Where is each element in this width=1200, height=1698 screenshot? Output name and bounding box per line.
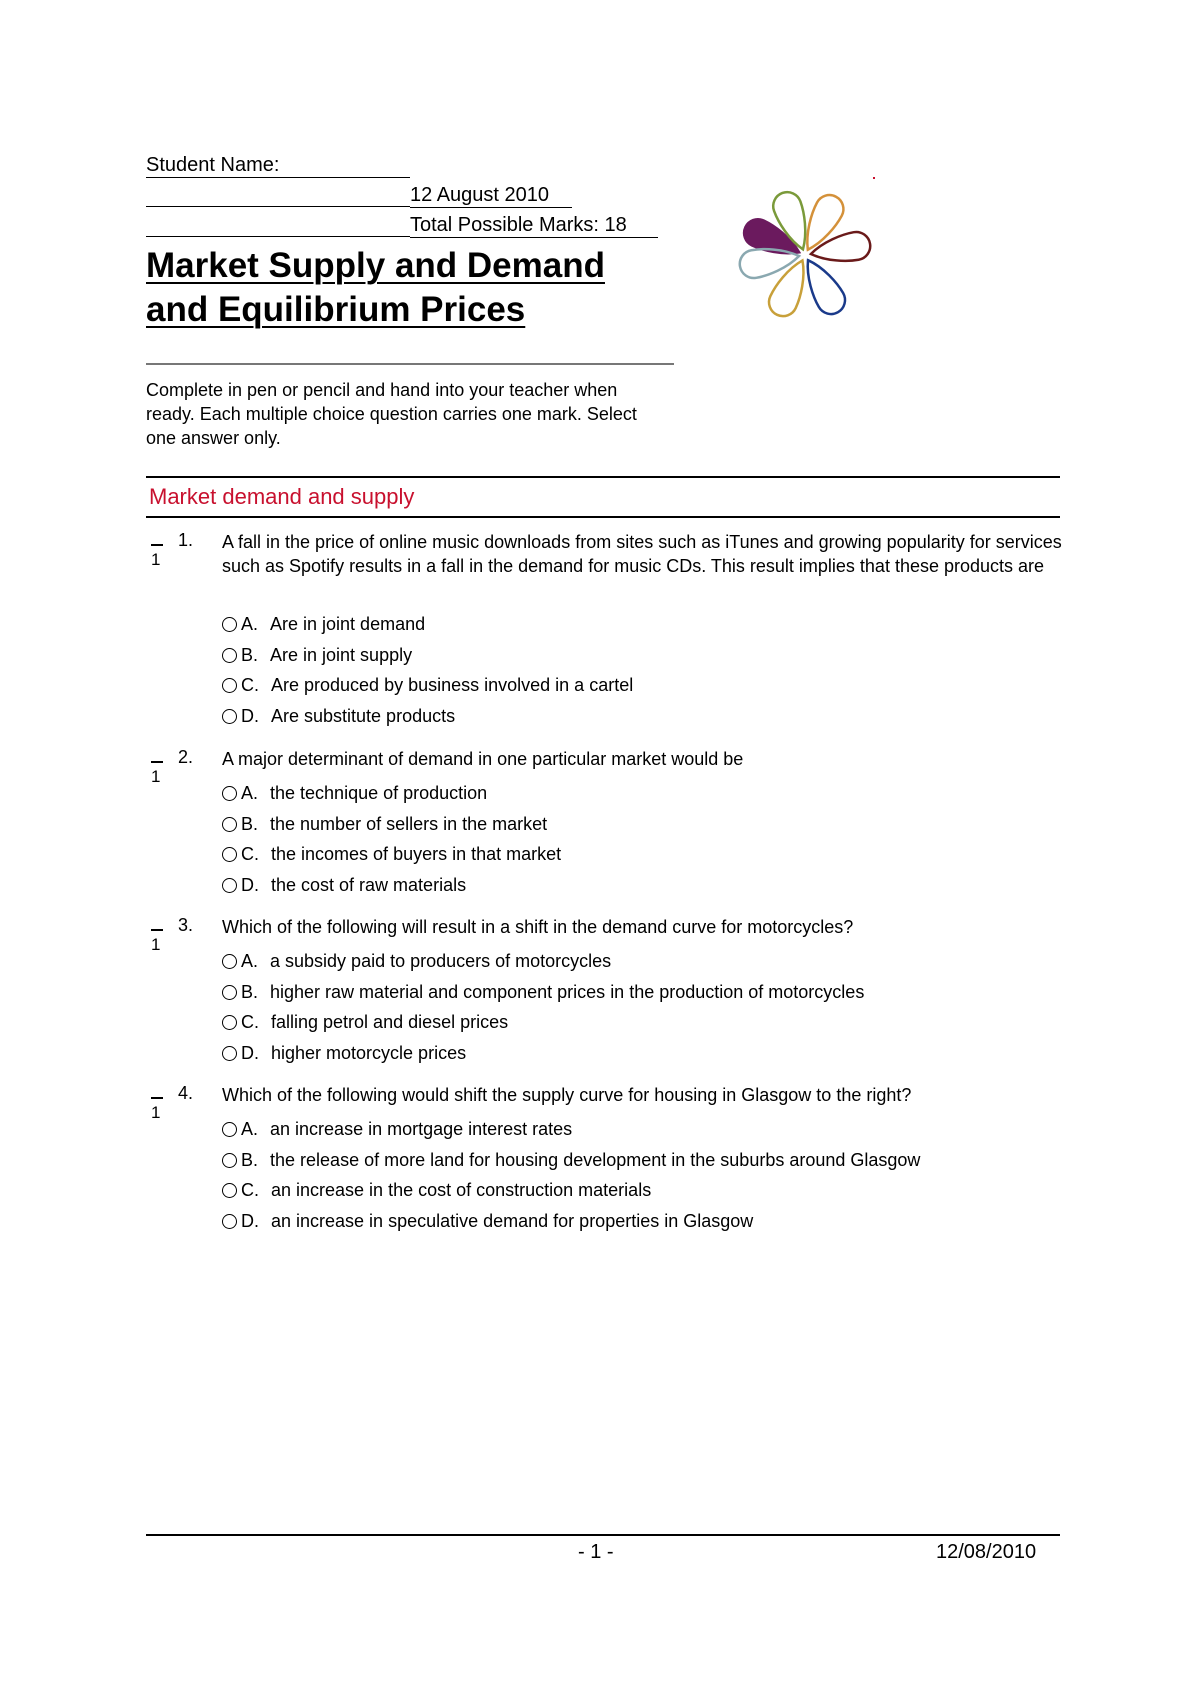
option-text: higher raw material and component prices in the production of motorcycles	[270, 981, 865, 1002]
question-mark-value: 1	[151, 935, 161, 954]
option-letter: D.	[241, 1210, 259, 1231]
petal-purple-icon	[739, 214, 805, 265]
radio-circle-icon[interactable]	[222, 985, 237, 1000]
radio-circle-icon[interactable]	[222, 1122, 237, 1137]
option-letter: A.	[241, 951, 259, 971]
radio-circle-icon[interactable]	[222, 817, 237, 832]
student-name-label: Student Name:	[146, 154, 280, 176]
blank-line-1	[146, 206, 410, 207]
radio-circle-icon[interactable]	[222, 1046, 237, 1061]
logo-dot-icon	[873, 177, 875, 179]
title-divider	[146, 363, 674, 365]
option-letter: A.	[241, 1119, 259, 1139]
question-number: 1.	[178, 530, 194, 550]
option-letter: B.	[241, 813, 259, 834]
radio-circle-icon[interactable]	[222, 648, 237, 663]
total-marks-field	[410, 214, 658, 238]
date-field	[410, 184, 572, 208]
title-line-1: Market Supply and Demand	[146, 246, 605, 285]
question-mark-value: 1	[151, 1103, 161, 1122]
option-text: the number of sellers in the market	[270, 813, 548, 834]
answer-option[interactable]	[222, 1180, 651, 1201]
mark-bar	[151, 1097, 163, 1099]
option-text: an increase in mortgage interest rates	[270, 1119, 573, 1139]
answer-option[interactable]	[222, 875, 466, 896]
radio-circle-icon[interactable]	[222, 1183, 237, 1198]
footer-date: 12/08/2010	[936, 1541, 1037, 1563]
petal-maroon-icon	[808, 230, 872, 268]
petal-flower-logo	[705, 175, 885, 335]
option-letter: A.	[241, 783, 259, 803]
question-text: Which of the following will result in a shift in the demand curve for motorcycles?	[222, 917, 854, 937]
radio-circle-icon[interactable]	[222, 1153, 237, 1168]
student-name-line[interactable]	[146, 154, 410, 178]
option-letter: A.	[241, 614, 259, 634]
page-number: - 1 -	[578, 1541, 614, 1563]
radio-circle-icon[interactable]	[222, 847, 237, 862]
option-letter: B.	[241, 981, 259, 1002]
answer-option[interactable]	[222, 1119, 572, 1140]
radio-circle-icon[interactable]	[222, 1015, 237, 1030]
answer-option[interactable]	[222, 645, 412, 666]
radio-circle-icon[interactable]	[222, 678, 237, 693]
option-letter: C.	[241, 844, 259, 864]
answer-option[interactable]	[222, 1012, 508, 1033]
radio-circle-icon[interactable]	[222, 617, 237, 632]
option-letter: D.	[241, 1042, 259, 1063]
option-text: the technique of production	[270, 783, 488, 803]
date-text: 12 August 2010	[410, 184, 550, 206]
option-letter: C.	[241, 1012, 259, 1032]
blank-line-2	[146, 236, 410, 237]
option-letter: C.	[241, 1180, 259, 1200]
answer-option[interactable]	[222, 1150, 920, 1171]
section-title: Market demand and supply	[149, 484, 415, 509]
footer-rule	[146, 1534, 1060, 1536]
option-text: an increase in speculative demand for properties in Glasgow	[271, 1210, 754, 1231]
question-mark-value: 1	[151, 767, 161, 786]
radio-circle-icon[interactable]	[222, 878, 237, 893]
answer-option[interactable]	[222, 951, 611, 972]
question-number: 4.	[178, 1083, 194, 1103]
option-letter: D.	[241, 874, 259, 895]
answer-option[interactable]	[222, 1211, 753, 1232]
answer-option[interactable]	[222, 706, 455, 727]
option-text: Are in joint supply	[270, 644, 413, 665]
answer-option[interactable]	[222, 844, 561, 865]
option-text: the cost of raw materials	[271, 874, 467, 895]
mark-bar	[151, 761, 163, 763]
option-text: a subsidy paid to producers of motorcycles	[270, 951, 612, 971]
question-text: A major determinant of demand in one particular market would be	[222, 749, 744, 769]
section-rule-bottom	[146, 516, 1060, 518]
option-text: an increase in the cost of construction materials	[271, 1180, 652, 1200]
answer-option[interactable]	[222, 614, 425, 635]
total-marks-text: Total Possible Marks: 18	[410, 214, 627, 236]
radio-circle-icon[interactable]	[222, 786, 237, 801]
answer-option[interactable]	[222, 814, 547, 835]
option-letter: D.	[241, 705, 259, 726]
option-text: Are produced by business involved in a cartel	[271, 675, 634, 695]
radio-circle-icon[interactable]	[222, 954, 237, 969]
option-text: Are substitute products	[271, 705, 456, 726]
radio-circle-icon[interactable]	[222, 709, 237, 724]
answer-option[interactable]	[222, 783, 487, 804]
answer-option[interactable]	[222, 1043, 466, 1064]
option-text: the release of more land for housing development in the suburbs around Glasgow	[270, 1149, 921, 1170]
intro-text: Complete in pen or pencil and hand into your teacher when ready. Each multiple choice question carries one mark. Select one answer only.	[146, 380, 637, 448]
mark-bar	[151, 544, 163, 546]
question-text: A fall in the price of online music downloads from sites such as iTunes and growing popularity for services such as Spotify results in a fall in the demand for music CDs. This result implies that these products are	[222, 532, 1062, 576]
option-letter: B.	[241, 644, 259, 665]
question-number: 3.	[178, 915, 194, 935]
question-number: 2.	[178, 747, 194, 767]
page-title	[146, 244, 706, 332]
option-letter: C.	[241, 675, 259, 695]
option-text: the incomes of buyers in that market	[271, 844, 562, 864]
question-text: Which of the following would shift the supply curve for housing in Glasgow to the right?	[222, 1085, 912, 1105]
section-rule-top	[146, 476, 1060, 478]
title-line-2: and Equilibrium Prices	[146, 290, 526, 329]
option-text: falling petrol and diesel prices	[271, 1012, 509, 1032]
answer-option[interactable]	[222, 675, 633, 696]
option-text: Are in joint demand	[270, 614, 426, 634]
option-text: higher motorcycle prices	[271, 1042, 467, 1063]
radio-circle-icon[interactable]	[222, 1214, 237, 1229]
option-letter: B.	[241, 1149, 259, 1170]
answer-option[interactable]	[222, 982, 864, 1003]
mark-bar	[151, 929, 163, 931]
question-mark-value: 1	[151, 550, 161, 569]
